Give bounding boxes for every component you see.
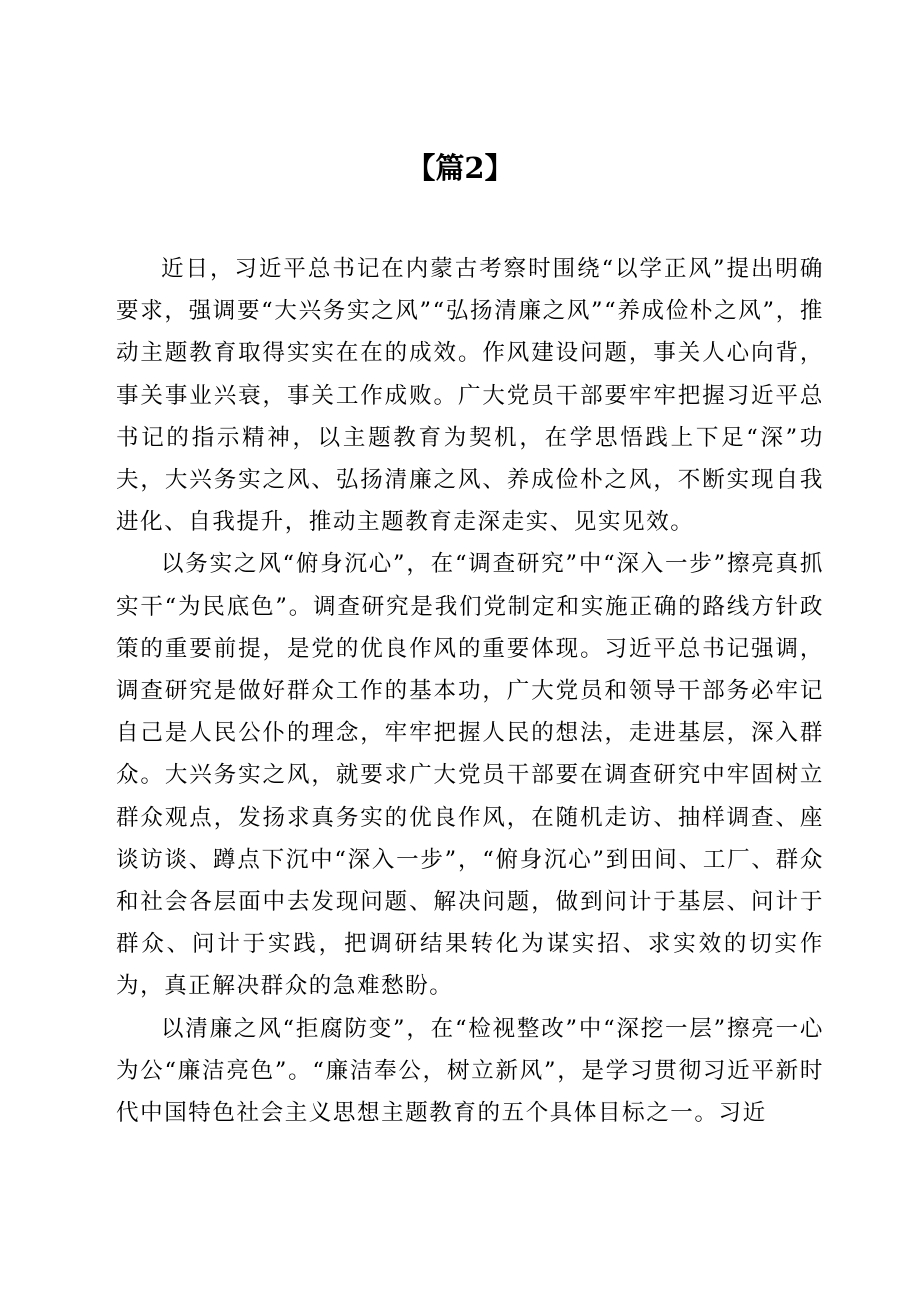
- document-body: [116, 248, 824, 1134]
- paragraph-2: 以务实之风“俯身沉心”，在“调查研究”中“深入一步”擦亮真抓实干“为民底色”。调查研究是我们党制定和实施正确的路线方针政策的重要前提，是党的优良作风的重要体现。习近平总书记强调，调查研究是做好群众工作的基本功，广大党员和领导干部务必牢记自己是人民公仆的理念，牢牢把握人民的想法，走进基层，深入群众。大兴务实之风，就要求广大党员干部要在调查研究中牢固树立群众观点，发扬求真务实的优良作风，在随机走访、抽样调查、座谈访谈、蹲点下沉中“深入一步”，“俯身沉心”到田间、工厂、群众和社会各层面中去发现问题、解决问题，做到问计于基层、问计于群众、问计于实践，把调研结果转化为谋实招、求实效的切实作为，真正解决群众的急难愁盼。: [116, 551, 824, 1000]
- document-title: 【篇2】: [406, 151, 514, 185]
- paragraph-3: 以清廉之风“拒腐防变”，在“检视整改”中“深挖一层”擦亮一心为公“廉洁亮色”。“廉洁奉公，树立新风”，是学习贯彻习近平新时代中国特色社会主义思想主题教育的五个具体目标之一。习近: [116, 1015, 824, 1127]
- paragraph-1: 近日，习近平总书记在内蒙古考察时围绕“以学正风”提出明确要求，强调要“大兴务实之风”“弘扬清廉之风”“养成俭朴之风”，推动主题教育取得实实在在的成效。作风建设问题，事关人心向背，事关事业兴衰，事关工作成败。广大党员干部要牢牢把握习近平总书记的指示精神，以主题教育为契机，在学思悟践上下足“深”功夫，大兴务实之风、弘扬清廉之风、养成俭朴之风，不断实现自我进化、自我提升，推动主题教育走深走实、见实见效。: [116, 256, 824, 536]
